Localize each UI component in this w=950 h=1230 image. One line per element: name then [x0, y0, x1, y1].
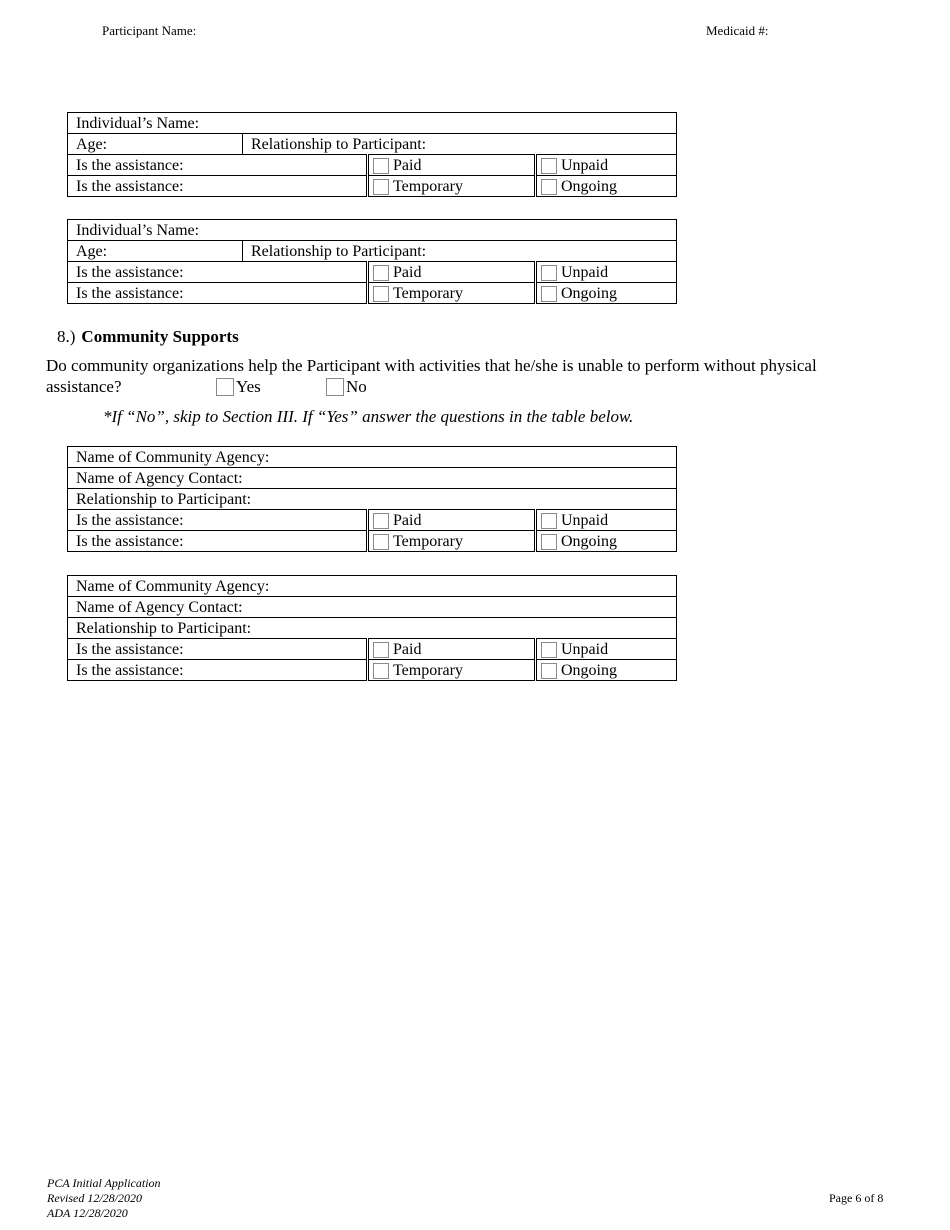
paid-checkbox[interactable]	[373, 158, 389, 174]
relationship-field[interactable]: Relationship to Participant:	[243, 241, 677, 262]
temporary-label: Temporary	[393, 661, 463, 679]
temporary-checkbox[interactable]	[373, 286, 389, 302]
unpaid-label: Unpaid	[561, 511, 609, 529]
ongoing-label: Ongoing	[561, 284, 617, 302]
footer-ada: ADA 12/28/2020	[47, 1206, 128, 1220]
assistance-label: Is the assistance:	[68, 176, 368, 197]
footer-info	[47, 1176, 161, 1221]
ongoing-option[interactable]	[536, 531, 677, 552]
agency-name-field[interactable]: Name of Community Agency:	[68, 576, 677, 597]
paid-label: Paid	[393, 511, 422, 529]
yes-checkbox[interactable]	[216, 378, 234, 396]
temporary-option[interactable]	[368, 660, 536, 681]
age-field[interactable]: Age:	[68, 134, 243, 155]
no-checkbox[interactable]	[326, 378, 344, 396]
temporary-label: Temporary	[393, 177, 463, 195]
individual-table-2	[67, 219, 677, 304]
section-heading	[57, 327, 239, 347]
unpaid-option[interactable]	[536, 155, 677, 176]
paid-label: Paid	[393, 156, 422, 174]
assistance-label: Is the assistance:	[68, 262, 368, 283]
participant-name-label: Participant Name:	[102, 23, 197, 38]
unpaid-label: Unpaid	[561, 156, 609, 174]
paid-label: Paid	[393, 263, 422, 281]
temporary-option[interactable]	[368, 176, 536, 197]
individual-name-field[interactable]: Individual’s Name:	[68, 113, 677, 134]
assistance-label: Is the assistance:	[68, 531, 368, 552]
agency-table-2	[67, 575, 677, 681]
paid-option[interactable]	[368, 639, 536, 660]
assistance-label: Is the assistance:	[68, 660, 368, 681]
ongoing-option[interactable]	[536, 660, 677, 681]
relationship-field[interactable]: Relationship to Participant:	[68, 489, 677, 510]
assistance-label: Is the assistance:	[68, 155, 368, 176]
temporary-checkbox[interactable]	[373, 534, 389, 550]
ongoing-option[interactable]	[536, 283, 677, 304]
medicaid-number-label: Medicaid #:	[706, 23, 769, 38]
ongoing-checkbox[interactable]	[541, 286, 557, 302]
unpaid-option[interactable]	[536, 262, 677, 283]
community-question: Do community organizations help the Participant with activities that he/she is unable to perform without physical assistance?	[46, 356, 817, 396]
ongoing-label: Ongoing	[561, 177, 617, 195]
paid-checkbox[interactable]	[373, 265, 389, 281]
paid-option[interactable]	[368, 262, 536, 283]
temporary-checkbox[interactable]	[373, 663, 389, 679]
no-option[interactable]	[326, 377, 367, 397]
temporary-option[interactable]	[368, 531, 536, 552]
footer-form-name: PCA Initial Application	[47, 1176, 161, 1190]
unpaid-checkbox[interactable]	[541, 158, 557, 174]
unpaid-label: Unpaid	[561, 263, 609, 281]
assistance-label: Is the assistance:	[68, 283, 368, 304]
assistance-label: Is the assistance:	[68, 510, 368, 531]
no-label: No	[346, 377, 367, 396]
temporary-label: Temporary	[393, 532, 463, 550]
unpaid-checkbox[interactable]	[541, 642, 557, 658]
agency-contact-field[interactable]: Name of Agency Contact:	[68, 468, 677, 489]
page-number: Page 6 of 8	[829, 1191, 884, 1205]
ongoing-label: Ongoing	[561, 532, 617, 550]
temporary-checkbox[interactable]	[373, 179, 389, 195]
unpaid-option[interactable]	[536, 639, 677, 660]
footer-revised: Revised 12/28/2020	[47, 1191, 142, 1205]
ongoing-label: Ongoing	[561, 661, 617, 679]
yes-label: Yes	[236, 377, 261, 396]
relationship-field[interactable]: Relationship to Participant:	[68, 618, 677, 639]
paid-checkbox[interactable]	[373, 642, 389, 658]
individual-name-field[interactable]: Individual’s Name:	[68, 220, 677, 241]
paid-option[interactable]	[368, 510, 536, 531]
section-title: Community Supports	[81, 327, 239, 346]
unpaid-label: Unpaid	[561, 640, 609, 658]
individual-table-1	[67, 112, 677, 197]
paid-label: Paid	[393, 640, 422, 658]
paid-option[interactable]	[368, 155, 536, 176]
agency-table-1	[67, 446, 677, 552]
paid-checkbox[interactable]	[373, 513, 389, 529]
ongoing-checkbox[interactable]	[541, 179, 557, 195]
ongoing-checkbox[interactable]	[541, 663, 557, 679]
unpaid-checkbox[interactable]	[541, 513, 557, 529]
yes-option[interactable]	[216, 377, 261, 397]
age-field[interactable]: Age:	[68, 241, 243, 262]
agency-contact-field[interactable]: Name of Agency Contact:	[68, 597, 677, 618]
temporary-label: Temporary	[393, 284, 463, 302]
ongoing-option[interactable]	[536, 176, 677, 197]
assistance-label: Is the assistance:	[68, 639, 368, 660]
section-number: 8.)	[57, 327, 76, 346]
relationship-field[interactable]: Relationship to Participant:	[243, 134, 677, 155]
temporary-option[interactable]	[368, 283, 536, 304]
unpaid-checkbox[interactable]	[541, 265, 557, 281]
section-note: *If “No”, skip to Section III. If “Yes” answer the questions in the table below.	[103, 407, 634, 426]
ongoing-checkbox[interactable]	[541, 534, 557, 550]
unpaid-option[interactable]	[536, 510, 677, 531]
agency-name-field[interactable]: Name of Community Agency:	[68, 447, 677, 468]
